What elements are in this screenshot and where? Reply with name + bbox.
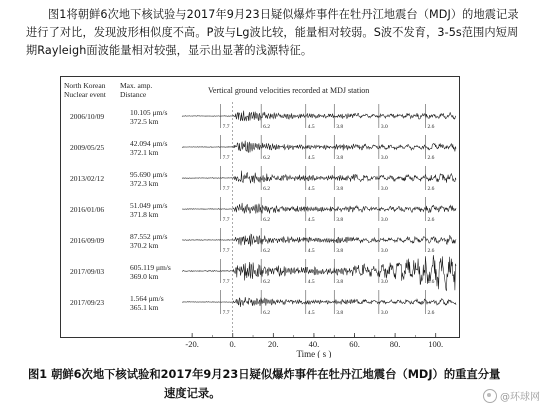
phase-velocity-label: 4.5: [307, 310, 315, 316]
event-distance: 372.5 km: [130, 117, 159, 126]
event-date: 2009/05/25: [70, 143, 105, 152]
event-distance: 372.1 km: [130, 148, 159, 157]
phase-velocity-label: 3.8: [336, 124, 344, 130]
x-tick-label: 100.: [428, 339, 444, 349]
phase-velocity-label: 7.7: [222, 310, 230, 316]
x-tick-label: 60.: [349, 339, 360, 349]
header-amp-line-1: Max. amp.: [120, 81, 153, 90]
caption-line-1: 图1 朝鲜6次地下核试验和2017年9月23日疑似爆炸事件在牡丹江地震台（MDJ）的重直分量: [28, 368, 501, 381]
seismogram-figure: [60, 76, 460, 358]
figure-frame: [61, 77, 460, 338]
phase-velocity-label: 3.0: [380, 217, 388, 223]
x-axis-label: Time ( s ): [296, 349, 332, 358]
phase-velocity-label: 6.2: [263, 155, 271, 161]
phase-velocity-label: 4.5: [307, 279, 315, 285]
watermark: [483, 388, 540, 403]
seismogram-trace: [182, 234, 456, 246]
event-max-amp: 42.094 μm/s: [130, 139, 168, 148]
x-tick-label: -20.: [185, 339, 199, 349]
phase-velocity-label: 7.7: [222, 279, 230, 285]
event-max-amp: 10.105 μm/s: [130, 108, 168, 117]
figure-caption: [28, 365, 528, 403]
phase-velocity-label: 4.5: [307, 248, 315, 254]
intro-paragraph: [26, 6, 526, 60]
phase-velocity-label: 4.5: [307, 217, 315, 223]
phase-velocity-label: 4.5: [307, 155, 315, 161]
seismogram-trace: [182, 255, 456, 290]
seismogram-trace: [182, 111, 456, 122]
x-tick-label: 0.: [229, 339, 236, 349]
phase-velocity-label: 6.2: [263, 248, 271, 254]
phase-velocity-label: 3.0: [380, 248, 388, 254]
header-event-line-1: North Korean: [64, 81, 106, 90]
phase-velocity-label: 3.8: [336, 310, 344, 316]
header-title: Vertical ground velocities recorded at MDJ station: [208, 86, 370, 95]
intro-text: 图1将朝鲜6次地下核试验与2017年9月23日疑似爆炸事件在牡丹江地震台（MDJ）的地震记录进行了对比，发现波形相似度不高。P波与Lg波比较，能量相对较弱。S波不发育，3-5s范围内短周期Rayleigh面波能量相对较强，显示出显著的浅源特征。: [26, 8, 519, 57]
phase-velocity-label: 7.7: [222, 217, 230, 223]
seismogram-plot: [60, 76, 460, 358]
x-tick-label: 20.: [268, 339, 279, 349]
event-date: 2017/09/23: [70, 298, 105, 307]
phase-velocity-label: 6.2: [263, 310, 271, 316]
phase-velocity-label: 6.2: [263, 124, 271, 130]
event-date: 2013/02/12: [70, 174, 105, 183]
event-distance: 372.3 km: [130, 179, 159, 188]
phase-velocity-label: 3.0: [380, 279, 388, 285]
event-date: 2016/09/09: [70, 236, 105, 245]
header-amp-line-2: Distance: [120, 90, 147, 99]
caption-line-2: 速度记录。: [164, 387, 221, 400]
event-max-amp: 51.049 μm/s: [130, 201, 168, 210]
x-tick-label: 80.: [389, 339, 401, 349]
event-distance: 370.2 km: [130, 241, 159, 250]
phase-velocity-label: 2.6: [427, 217, 435, 223]
phase-velocity-label: 3.8: [336, 186, 344, 192]
phase-velocity-label: 4.5: [307, 124, 315, 130]
phase-velocity-label: 2.6: [427, 186, 435, 192]
phase-velocity-label: 3.0: [380, 186, 388, 192]
phase-velocity-label: 2.6: [427, 279, 435, 285]
seismogram-trace: [182, 203, 456, 214]
phase-velocity-label: 7.7: [222, 155, 230, 161]
event-date: 2006/10/09: [70, 112, 105, 121]
event-distance: 369.0 km: [130, 272, 159, 281]
phase-velocity-label: 4.5: [307, 186, 315, 192]
watermark-text: @环球网: [500, 392, 540, 403]
phase-velocity-label: 3.8: [336, 217, 344, 223]
phase-velocity-label: 6.2: [263, 186, 271, 192]
phase-velocity-label: 3.0: [380, 155, 388, 161]
event-date: 2016/01/06: [70, 205, 105, 214]
phase-velocity-label: 2.6: [427, 124, 435, 130]
event-distance: 371.8 km: [130, 210, 159, 219]
seismogram-trace: [182, 171, 456, 184]
phase-velocity-label: 7.7: [222, 186, 230, 192]
phase-velocity-label: 7.7: [222, 248, 230, 254]
phase-velocity-label: 2.6: [427, 310, 435, 316]
event-date: 2017/09/03: [70, 267, 105, 276]
header-event-line-2: Nuclear event: [64, 90, 106, 99]
event-max-amp: 87.552 μm/s: [130, 232, 168, 241]
phase-velocity-label: 3.0: [380, 124, 388, 130]
event-max-amp: 95.690 μm/s: [130, 170, 168, 179]
phase-velocity-label: 3.8: [336, 248, 344, 254]
phase-velocity-label: 6.2: [263, 279, 271, 285]
phase-velocity-label: 7.7: [222, 124, 230, 130]
phase-velocity-label: 6.2: [263, 217, 271, 223]
seismogram-trace: [182, 297, 456, 307]
phase-velocity-label: 3.0: [380, 310, 388, 316]
phase-velocity-label: 3.8: [336, 155, 344, 161]
x-tick-label: 40.: [308, 339, 320, 349]
event-max-amp: 605.119 μm/s: [130, 263, 171, 272]
phase-velocity-label: 2.6: [427, 155, 435, 161]
event-distance: 365.1 km: [130, 303, 159, 312]
seismogram-trace: [182, 141, 456, 153]
phase-velocity-label: 2.6: [427, 248, 435, 254]
event-max-amp: 1.564 μm/s: [130, 294, 164, 303]
weibo-icon: [483, 389, 497, 403]
phase-velocity-label: 3.8: [336, 279, 344, 285]
